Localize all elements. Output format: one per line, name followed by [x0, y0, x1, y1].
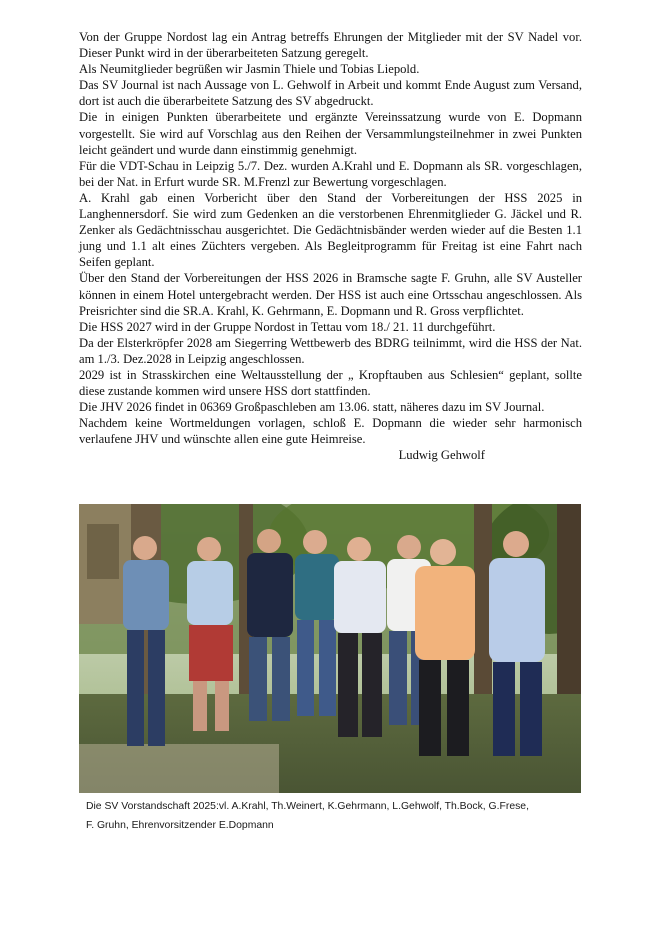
signature: Ludwig Gehwolf [398, 448, 485, 463]
article-body [79, 29, 582, 464]
paragraph-new-members: Als Neumitglieder begrüßen wir Jasmin Thiele und Tobias Liepold. [79, 62, 420, 77]
paragraph-closing: Nachdem keine Wortmeldungen vorlagen, schloß E. Dopmann die wieder sehr harmonisch verlaufene JHV und wünschte allen eine gute Heimreise. [79, 416, 582, 447]
paragraph-sv-journal: Das SV Journal ist nach Aussage von L. Gehwolf in Arbeit und kommt Ende August zum Versand, dort ist auch die überarbeitete Satzung des SV abgedruckt. [79, 78, 582, 109]
paragraph-hss-2025: A. Krahl gab einen Vorbericht über den Stand der Vorbereitungen der HSS 2025 in Langhennersdorf. Sie wird zum Gedenken an die verstorbenen Ehrenmitglieder G. Jäckel und R. Zenker als Gedächtnisschau ausgerichtet. Die Gedächtnisbänder werden wieder auf die Besten 1.1 jung und 1.1 alt eines Züchters vergeben. Als Begleitprogramm für Freitag ist eine Fahrt nach Seifen geplant. [79, 190, 582, 270]
paragraph-2029-world-show: 2029 ist in Strasskirchen eine Weltausstellung der „ Kropftauben aus Schlesien“ geplant, sollte diese zustande kommen wird unsere HSS dort stattfinden. [79, 367, 582, 399]
photo-caption [86, 797, 586, 835]
caption-line-1: Die SV Vorstandschaft 2025:vl. A.Krahl, Th.Weinert, K.Gehrmann, L.Gehwolf, Th.Bock, G.Frese, [86, 801, 529, 812]
paragraph-jhv-2026: Die JHV 2026 findet in 06369 Großpaschleben am 13.06. statt, näheres dazu im SV Journal. [79, 400, 545, 415]
paragraph-sv-nadel: Von der Gruppe Nordost lag ein Antrag betreffs Ehrungen der Mitglieder mit der SV Nadel vor. Dieser Punkt wird in der überarbeiteten Satzung geregelt. [79, 30, 582, 61]
paragraph-statutes: Die in einigen Punkten überarbeitete und ergänzte Vereinssatzung wurde von E. Dopmann vorgestellt. Sie wird auf Vorschlag aus den Reihen der Versammlungsteilnehmer in zwei Punkten leicht geändert und wurde dann einstimmig genehmigt. [79, 110, 582, 157]
group-photo [79, 504, 581, 793]
paragraph-hss-2027: Die HSS 2027 wird in der Gruppe Nordost in Tettau vom 18./ 21. 11 durchgeführt. [79, 319, 496, 334]
paragraph-hss-2028: Da der Elsterkröpfer 2028 am Siegerring Wettbewerb des BDRG teilnimmt, wird die HSS der Nat. am 1./3. Dez.2028 in Leipzig angeschlossen. [79, 335, 582, 366]
paragraph-hss-2026: Über den Stand der Vorbereitungen der HSS 2026 in Bramsche sagte F. Gruhn, alle SV Austeller können in einem Hotel untergebracht werden. Der HSS ist auch eine Ortsschau angeschlossen. Als Preisrichter sind die SR.A. Krahl, K. Gehrmann, E. Dopmann und R. Gross verpflichtet. [79, 271, 582, 318]
caption-line-2: F. Gruhn, Ehrenvorsitzender E.Dopmann [86, 820, 274, 831]
paragraph-vdt-show: Für die VDT-Schau in Leipzig 5./7. Dez. wurden A.Krahl und E. Dopmann als SR. vorgeschlagen, bei der Nat. in Erfurt wurde SR. M.Frenzl zur Bewertung vorgeschlagen. [79, 158, 582, 189]
